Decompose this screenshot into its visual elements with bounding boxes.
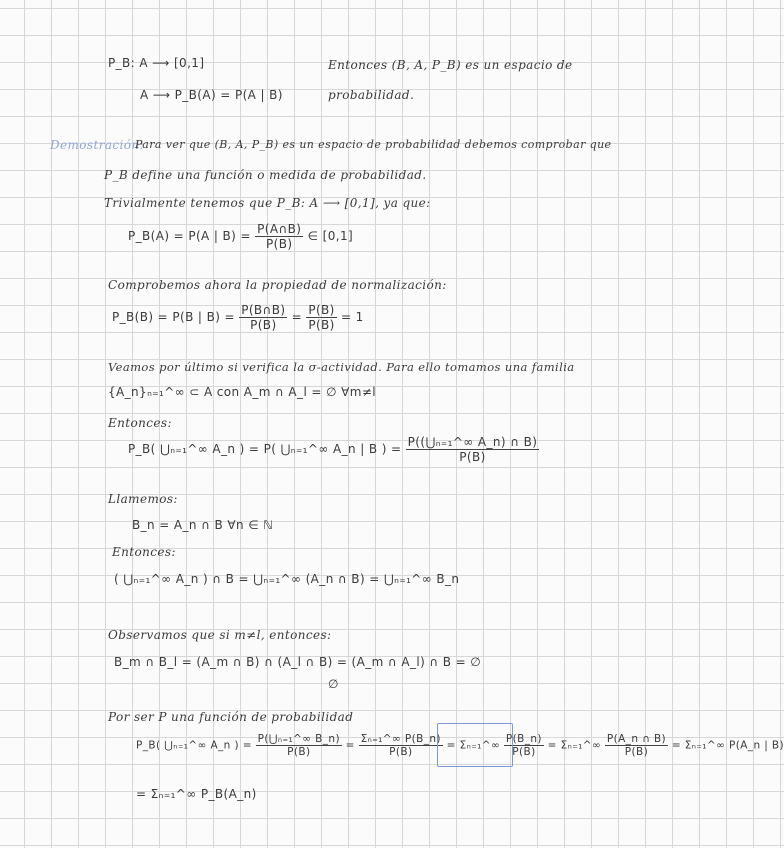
eq6-n3: P(B_n) [505, 733, 542, 745]
por-ser-text: Por ser P una función de probabilidad [108, 710, 354, 724]
right-text-2: probabilidad. [328, 88, 415, 102]
proof-text-2: P_B define una función o medida de probabilidad. [104, 168, 427, 182]
eq6-n2: Σₙ₌₁^∞ P(B_n) [360, 733, 441, 745]
eq2-right: = 1 [340, 310, 364, 324]
eq6-n4: P(A_n ∩ B) [606, 733, 667, 745]
eq6-fraction-1 [256, 733, 342, 758]
eq-1 [128, 222, 353, 251]
eq6-sum1: = Σₙ₌₁^∞ [446, 739, 501, 752]
eq6-d2: P(B) [389, 746, 413, 758]
eq-7: = Σₙ₌₁^∞ P_B(A_n) [136, 787, 257, 801]
eq2-fraction-1 [239, 303, 287, 332]
eq6-right: = Σₙ₌₁^∞ P(A_n | B) [671, 739, 784, 752]
proof-text-1: Para ver que (B, A, P_B) es un espacio de probabilidad debemos comprobar que [135, 138, 612, 151]
eq3-fraction [406, 435, 540, 464]
trivial-text: Trivialmente tenemos que P_B: A ⟶ [0,1], ya que: [104, 196, 431, 210]
norm-text: Comprobemos ahora la propiedad de normalización: [108, 278, 447, 292]
eq6-d4: P(B) [624, 746, 649, 758]
eq1-num: P(A∩B) [257, 222, 302, 236]
family-line: {A_n}ₙ₌₁^∞ ⊂ A con A_m ∩ A_l = ∅ ∀m≠l [108, 385, 377, 399]
eq2-fraction-2 [306, 303, 336, 332]
eq6-n1: P(⋃ₙ₌₁^∞ B_n) [257, 733, 340, 745]
def-line-1: P_B: A ⟶ [0,1] [108, 56, 205, 70]
proof-title: Demostración: [50, 138, 144, 152]
eq1-right: ∈ [0,1] [307, 229, 354, 243]
def-line-2: A ⟶ P_B(A) = P(A | B) [140, 88, 283, 102]
eq-5-under: ∅ [328, 677, 339, 691]
eq1-left: P_B(A) = P(A | B) = [128, 229, 251, 243]
eq-6: P_B( ⋃ₙ₌₁^∞ A_n ) = $\frac{\text{P(⋃ₙ₌₁\textasciicircum{}∞ B\_n)}}{P(B)}$ = $\frac{\text{Σₙ₌₁\textasciicircum{}∞ P(B\_n)}}{P(B)}$ = Σₙ₌₁^∞ $\frac{P(B\_n)}{P(B)}$ = Σₙ₌₁^∞ $\frac{P(A\_n \cap B)}{P(B)}$ = Σₙ₌₁^∞ P(A_n | B) [136, 733, 784, 758]
eq-3 [128, 435, 539, 464]
eq3-den: P(B) [459, 450, 486, 464]
eq-4: ( ⋃ₙ₌₁^∞ A_n ) ∩ B = ⋃ₙ₌₁^∞ (A_n ∩ B) = ⋃ₙ₌₁^∞ B_n [114, 572, 460, 586]
eq2-num1: P(B∩B) [241, 303, 286, 317]
entonces-2: Entonces: [112, 545, 176, 559]
eq6-fraction-2 [359, 733, 443, 758]
llamemos: Llamemos: [108, 492, 178, 506]
eq2-den1: P(B) [250, 318, 277, 332]
highlight-box [437, 723, 513, 767]
eq6-left: P_B( ⋃ₙ₌₁^∞ A_n ) = [136, 739, 252, 752]
eq6-d3: P(B) [512, 746, 536, 758]
eq6-d1: P(B) [287, 746, 311, 758]
eq2-left: P_B(B) = P(B | B) = [112, 310, 235, 324]
eq1-den: P(B) [266, 237, 293, 251]
observamos-text: Observamos que si m≠l, entonces: [108, 628, 332, 642]
eq6-fraction-4 [605, 733, 668, 758]
eq2-num2: P(B) [308, 303, 335, 317]
eq1-fraction [255, 222, 303, 251]
right-text-1: Entonces (B, A, P_B) es un espacio de [328, 58, 573, 72]
eq6-sum2: = Σₙ₌₁^∞ [547, 739, 602, 752]
eq3-num: P((⋃ₙ₌₁^∞ A_n) ∩ B) [407, 435, 538, 449]
eq3-left: P_B( ⋃ₙ₌₁^∞ A_n ) = P( ⋃ₙ₌₁^∞ A_n | B ) = [128, 442, 402, 456]
entonces-1: Entonces: [108, 416, 172, 430]
eq2-den2: P(B) [308, 318, 335, 332]
eq-2: P_B(B) = P(B | B) = $\frac{P(B\cap B)}{P(B)}$ = $\frac{P(B)}{P(B)}$ = 1 [112, 303, 364, 332]
sigma-text: Veamos por último si verifica la σ-actividad. Para ello tomamos una familia [108, 360, 575, 374]
bn-definition: B_n = A_n ∩ B ∀n ∈ ℕ [132, 518, 274, 532]
eq-5: B_m ∩ B_l = (A_m ∩ B) ∩ (A_l ∩ B) = (A_m ∩ A_l) ∩ B = ∅ [114, 655, 482, 669]
